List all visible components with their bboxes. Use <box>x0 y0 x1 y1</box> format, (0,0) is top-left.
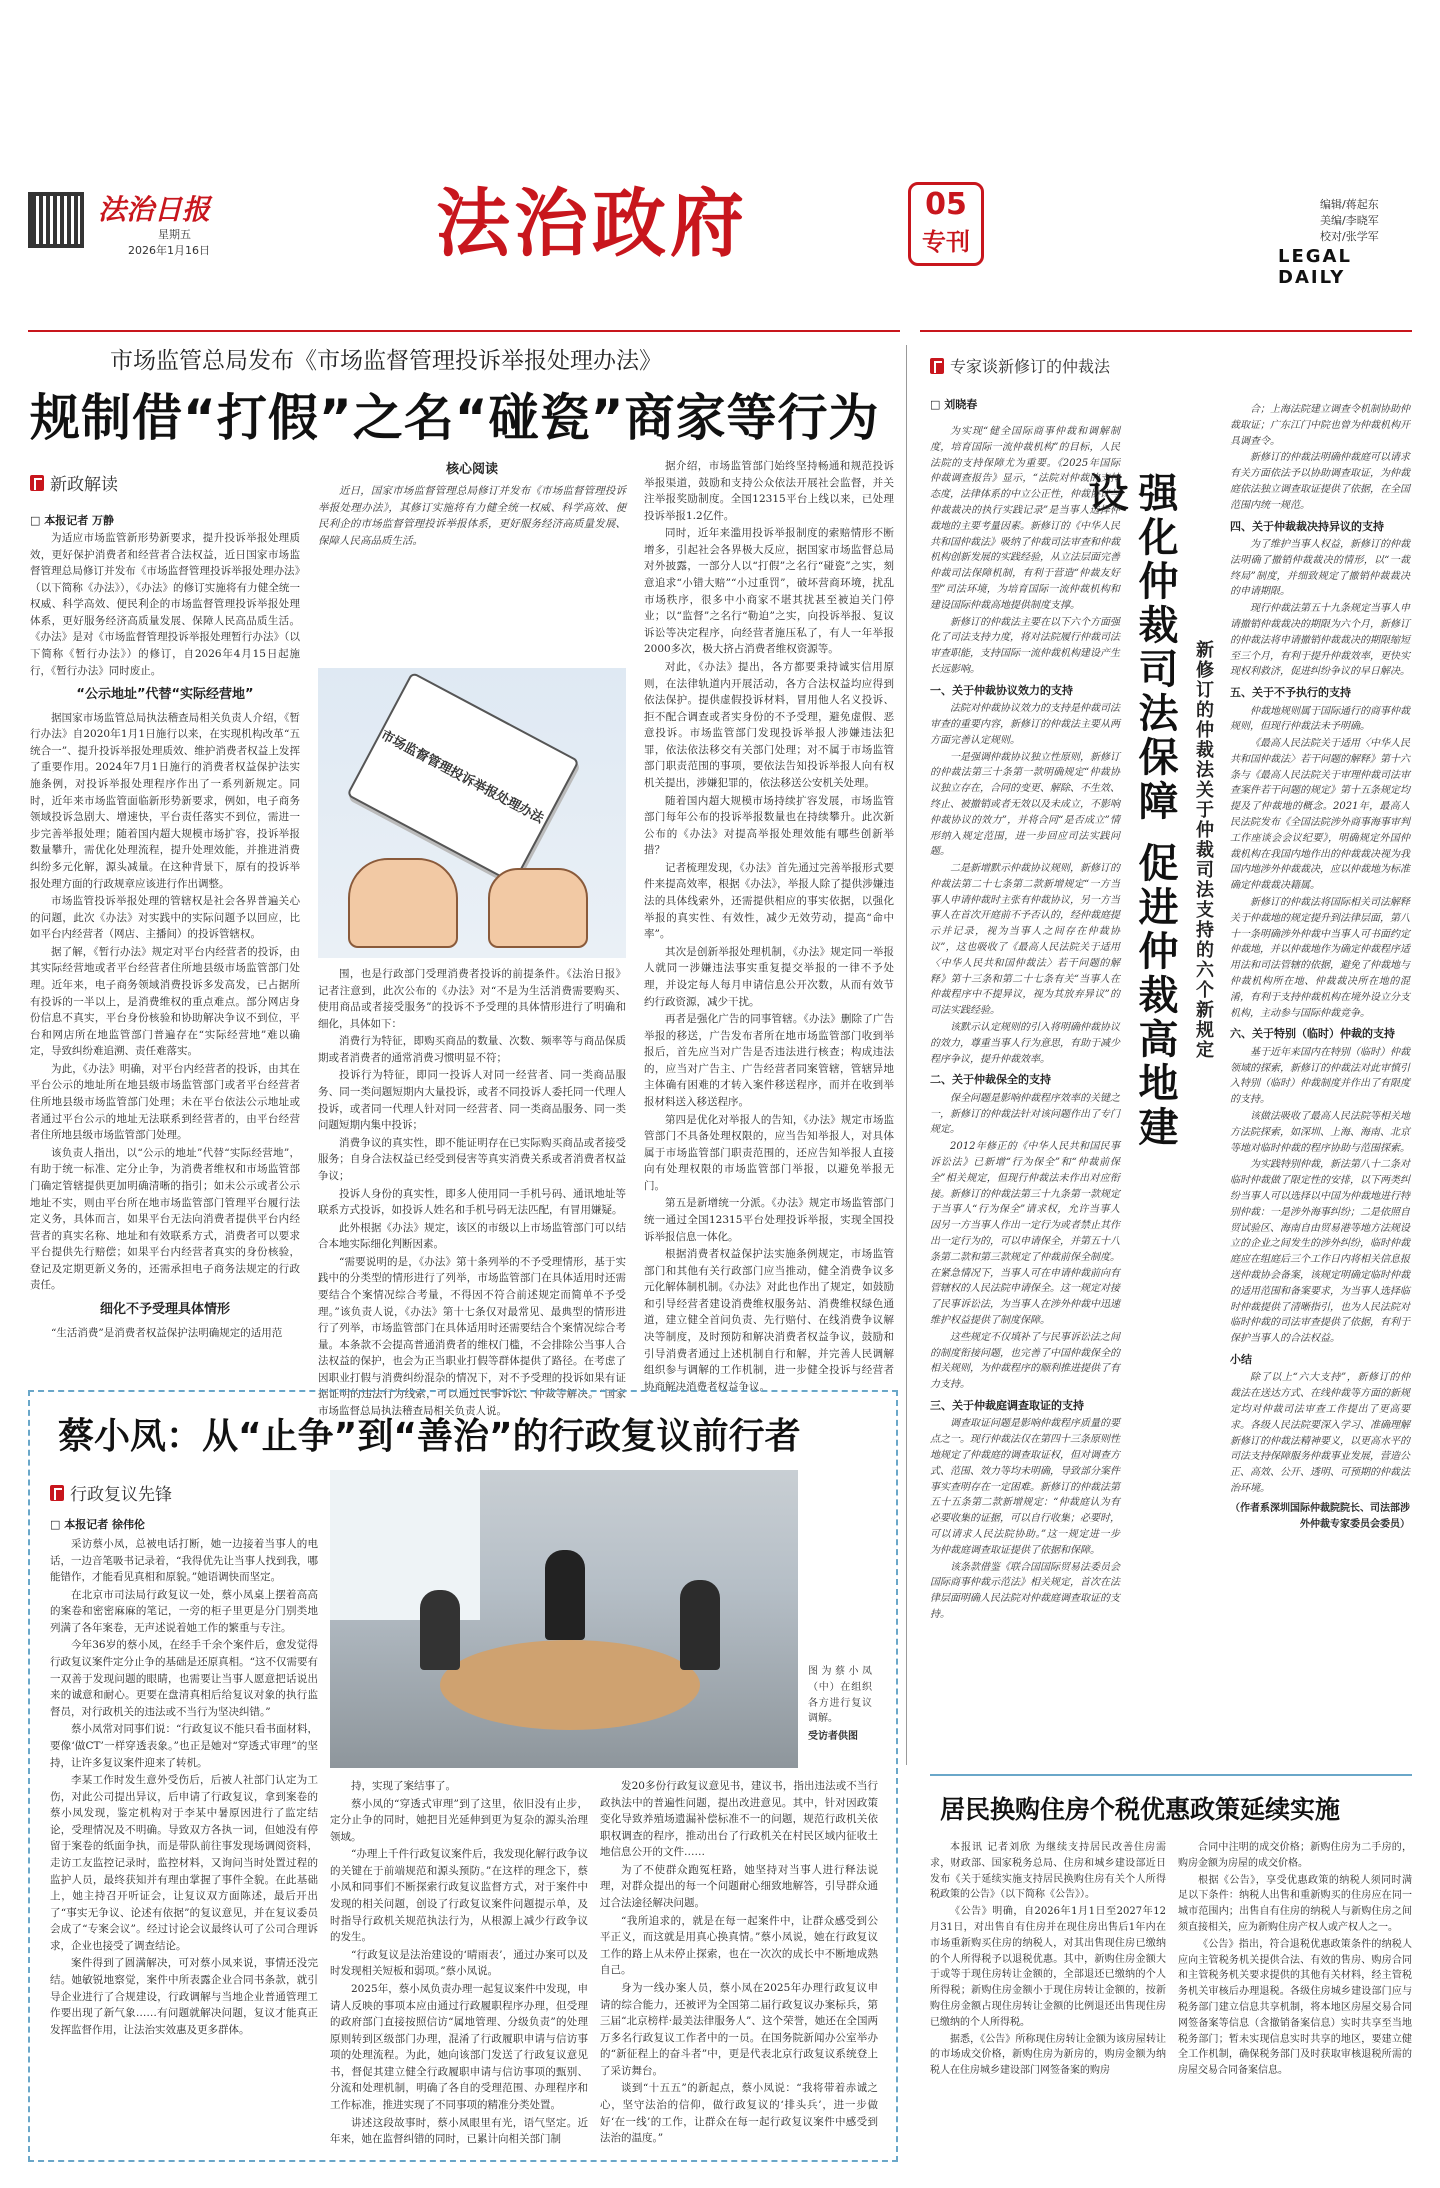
paragraph: 同时，近年来滥用投诉举报制度的索赔情形不断增多，引起社会各界极大反应，据国家市场监督总局对外披露，一部分人以“打假”之名行“碰瓷”之实，刻意追求“小错大赔”“小过重罚”，破坏营商环境，扰乱市场秩序，很多中小商家不堪其扰甚至被迫关门停业；以“监督”之名行“勒迫”之实，向投诉举报、复议诉讼等决定程序，向经营者施压私了，有人一年举报2000多次，极大挤占消费者维权资源等。 <box>644 527 894 656</box>
hands-icon <box>348 858 458 948</box>
paragraph: 调查取证问题是影响仲裁程序质量的要点之一。现行仲裁法仅在第四十三条原则性地规定了仲裁庭的调查取证权，但对调查方式、范围、效力等均未明确，导致部分案件事实查明存在一定困难。新修订的仲裁法第五十五条第二款新增规定：“仲裁庭认为有必要收集的证据，可以自行收集；必要时，可以请求人民法院协助。”这一规定进一步为仲裁庭调查取证提供了依据和保障。 <box>930 1418 1120 1556</box>
section-tag-icon <box>30 475 44 491</box>
article3-subheadline: 新修订的仲裁法关于仲裁司法支持的六个新规定 <box>1193 640 1214 1060</box>
paragraph: 蔡小凤的“穿透式审理”到了这里，依旧没有止步，定分止争的同时，她把目光延伸到更为复杂的源头治理领域。 <box>330 1797 588 1843</box>
article3-s2: 二、关于仲裁保全的支持 <box>930 1073 1051 1087</box>
article3-s5-text <box>1230 704 1410 1022</box>
paragraph: 2012年修正的《中华人民共和国民事诉讼法》已新增“行为保全”和“仲裁前保全”相关规定，但现行仲裁法未作出对应衔接。新修订的仲裁法第三十九条第一款规定于当事人“行为保全”请求权，允许当事人因另一方当事人作出一定行为或者禁止其作出一定行为的，可以申请保全，并第五十八条第二款和第三款规定了仲裁前保全制度。在紧急情况下，当事人可在申请仲裁前向有管辖权的人民法院申请保全。这一规定对接了民事诉讼法，为当事人在涉外仲裁中迅速维护权益提供了制度保障。 <box>930 1141 1120 1326</box>
column-divider <box>906 345 907 1765</box>
paragraph: 在北京市司法局行政复议一处，蔡小凤桌上摆着高高的案卷和密密麻麻的笔记，一旁的柜子里更是分门别类地列满了各年案卷，无声述说着她工作的繁重与专注。 <box>50 1588 318 1634</box>
article1-subhead-2: 细化不予受理具体情形 <box>99 1301 230 1317</box>
paragraph: 市场监管投诉举报处理的管辖权是社会各界普遍关心的问题，此次《办法》对实践中的实际问题予以回应，比如平台内经营者（网店、主播间）的投诉管辖权。 <box>30 895 300 941</box>
paragraph: 新修订的仲裁法主要在以下六个方面强化了司法支持力度，将对法院履行仲裁司法审查职能，支持国际一流仲裁机构建设产生长远影响。 <box>930 616 1120 675</box>
paragraph: “行政复议是法治建设的‘晴雨表’，通过办案可以及时发现相关短板和弱项。”蔡小凤说。 <box>330 1948 588 1978</box>
section-tag-icon <box>50 1485 64 1501</box>
article3-s3-text <box>930 1416 1120 1622</box>
paragraph: 该做法吸收了最高人民法院等相关地方法院探索，如深圳、上海、海南、北京等地对临时仲裁的程序协助与范围探索。 <box>1230 1111 1410 1154</box>
article2-tag-label: 行政复议先锋 <box>70 1485 172 1505</box>
paragraph: 投诉人身份的真实性，即多人使用同一手机号码、通讯地址等联系方式投诉，如投诉人姓名和手机号码无法匹配，有冒用嫌疑。 <box>318 1187 626 1217</box>
paragraph: 为实现“健全国际商事仲裁和调解制度，培育国际一流仲裁机构”的目标，人民法院的支持保障尤为重要。《2025年国际仲裁调查报告》显示，“法院对仲裁的支持态度，法律体系的中立公正性，仲裁协议与仲裁裁决的执行实践记录”是当事人选择仲裁地的主要考量因素。新修订的《中华人民共和国仲裁法》吸纳了仲裁司法审查和仲裁机构创新发展的实践经验，从立法层面完善仲裁司法保障机制，有利于营造“仲裁友好型”司法环境，为培育国际一流仲裁机构和建设国际仲裁高地提供制度支撑。 <box>930 426 1120 611</box>
article1-subhead-1: “公示地址”代替“实际经营地” <box>76 687 254 703</box>
paragraph: 此外根据《办法》规定，该区的市级以上市场监管部门可以结合本地实际细化判断因素。 <box>318 1221 626 1251</box>
article1-illustration <box>318 668 626 958</box>
masthead-rule <box>28 330 900 332</box>
paragraph: 据悉，《公告》所称现住房转让金额为该房屋转让的市场成交价格，新购住房为新房的，购房金额为纳税人在住房城乡建设部门网签备案的购房 <box>930 2033 1166 2077</box>
paragraph: 身为一线办案人员，蔡小凤在2025年办理行政复议申请的综合能力，还被评为全国第二届行政复议办案标兵，第三届“北京榜样·最美法律服务人”、这个荣誉，她还在全国两万多名行政复议工作者中的一员。在国务院新闻办公室举办的“新征程上的奋斗者”中，更是代表北京行政复议系统登上了采访舞台。 <box>600 1981 878 2077</box>
paragraph: 基于近年来国内在特别（临时）仲裁领域的探索，新修订的仲裁法对此审慎引入特别（临时）仲裁制度并作出了有限度的支持。 <box>1230 1046 1410 1106</box>
paragraph: 再者是强化广告的同事管辖。《办法》删除了广告举报的移送，广告发布者所在地市场监管部门收到举报后，首先应当对广告是否违法进行核查；构成违法的，应当对广告主、广告经营者同案管辖，管辖异地主体确有困难的才转入案件移送程序，而并在收到举报材料送入移送程序。 <box>644 1013 894 1108</box>
paragraph: 第五是新增统一分派。《办法》规定市场监管部门统一通过全国12315平台处理投诉举报，实现全国投诉举报信息一体化。 <box>644 1197 894 1243</box>
section-title: 法治政府 <box>436 181 748 267</box>
article1-col3a <box>644 458 894 1395</box>
paragraph: 记者梳理发现，《办法》首先通过完善举报形式要件来提高效率，根据《办法》，举报人除了提供涉嫌违法的具体线索外，还需提供相应的事实依据，以强化举报的真实性、有效性，减少无效劳动，提高“命中率”。 <box>644 861 894 941</box>
paragraph: “我所追求的，就是在每一起案件中，让群众感受到公平正义，而这就是用真心换真情。”蔡小凤说，她在行政复议工作的路上从未停止探索，也在一次次的成长中不断地成熟自己。 <box>600 1914 878 1977</box>
person-right <box>680 1580 720 1670</box>
page-type: 专刊 <box>922 228 970 256</box>
article4-col1 <box>930 1840 1166 2162</box>
article3-s5: 五、关于不予执行的支持 <box>1230 686 1351 700</box>
paragraph: 发20多份行政复议意见书，建议书，指出违法或不当行政执法中的普遍性问题，提出改进意见。其中，针对因政策变化导致养殖场遗漏补偿标准不一的问题，规范行政机关依职权调查的程序，推动出台了行政机关在村民区域内征收土地信息公开的文件…… <box>600 1780 878 1859</box>
paragraph: 消费行为特征，即购买商品的数量、次数、频率等与商品保质期或者消费者的通常消费习惯明显不符； <box>318 1035 626 1064</box>
article3-s6: 六、关于特别（临时）仲裁的支持 <box>1230 1027 1395 1041</box>
paragraph: 消费争议的真实性，即不能证明存在已实际购买商品或者接受服务；自身合法权益已经受到侵害等真实消费关系或者消费者权益争议； <box>318 1136 626 1182</box>
paragraph: 据介绍，市场监管部门始终坚持畅通和规范投诉举报渠道，鼓励和支持公众依法开展社会监督，并关注举报奖励制度。全国12315平台上线以来，已处理投诉举报1.2亿件。 <box>644 460 894 522</box>
paragraph: 该条款借鉴《联合国国际贸易法委员会国际商事仲裁示范法》相关规定，首次在法律层面明确人民法院对仲裁庭调查取证的支持。 <box>930 1561 1120 1620</box>
paragraph: 讲述这段故事时，蔡小凤眼里有光，语气坚定。近年来，她在监督纠错的同时，已累计向相关部门制 <box>330 2116 588 2146</box>
paragraph: 现行仲裁法第五十九条规定当事人申请撤销仲裁裁决的期限为六个月，新修订的仲裁法将申请撤销仲裁裁决的期限缩短至三个月，有利于提升仲裁效率，更快实现权利救济，促进纠纷争议的早日解决。 <box>1230 603 1410 678</box>
article3-s4: 四、关于仲裁裁决持异议的支持 <box>1230 519 1384 533</box>
person-center <box>545 1550 585 1640</box>
newspaper-logo: 法治日报 <box>98 193 211 226</box>
paragraph: 为了不使群众跑冤枉路，她坚持对当事人进行释法说理，对群众提出的每一个问题耐心细致地解答，引导群众通过合法途径解决问题。 <box>600 1863 878 1910</box>
page-number-box <box>908 182 984 266</box>
article1-tag-label: 新政解读 <box>50 475 118 495</box>
article3-author: （作者系深圳国际仲裁院院长、司法部涉外仲裁专家委员会委员） <box>1230 1502 1410 1530</box>
article3-tag-label: 专家谈新修订的仲裁法 <box>950 357 1111 376</box>
editor-credit: 编辑/蒋起东 <box>1320 198 1379 211</box>
article1-col3 <box>644 458 894 1393</box>
paragraph: 对此，《办法》提出，各方都要秉持诚实信用原则，在法律轨道内开展活动，各方合法权益均应得到依法保护。提供虚假投诉材料，冒用他人名义投诉、拒不配合调查或者实身份的不予受理，避免虚假、恶意投诉。市场监管部门发现投诉举报人涉嫌违法犯罪，依法依法移交有关部门处理；对不属于市场监管部门职责范围的事项，要依法告知投诉举报人向有权机关提出，涉嫌犯罪的，依法移送公安机关处理。 <box>644 660 894 789</box>
article3-s3: 三、关于仲裁庭调查取证的支持 <box>930 1398 1084 1412</box>
paragraph: 二是新增默示仲裁协议规则，新修订的仲裁法第二十七条第二款新增规定“一方当事人申请仲裁时主张有仲裁协议，另一方当事人在首次开庭前不予否认的，经仲裁庭提示并记录，视为当事人之间存在仲裁协议”，这也吸收了《最高人民法院关于适用〈中华人民共和国仲裁法〉若干问题的解释》第十三条和第二十七条有关“当事人在仲裁程序中不提异议，视为其放弃异议”的司法实践经验。 <box>930 863 1120 1017</box>
article2-col1 <box>50 1536 318 2148</box>
core-reading-title: 核心阅读 <box>445 462 498 477</box>
article3-s6-text <box>1230 1045 1410 1347</box>
paragraph: 根据消费者权益保护法实施条例规定，市场监管部门和其他有关行政部门应当推动，健全消费争议多元化解体制机制。《办法》对此也作出了规定，如鼓励和引导经营者建设消费维权服务站、消费维权绿色通道，建立健全首问负责、先行赔付、在线消费争议解决等制度，及时预防和解决消费者权益争议，鼓励和引导消费者通过上述机制自行和解，并完善人民调解组织参与调解的工作机制，进一步健全投诉与经营者协商解决消费者权益争议。 <box>644 1248 894 1393</box>
paragraph: 案件得到了圆满解决，可对蔡小凤来说，事情还没完结。她敏锐地察觉，案件中所表露企业合同书条款，就引导企业进行了合规建设，行政调解与当地企业普通管理工作要出现了新气象……有问题就解决问题，复议才能真正发挥监督作用，让法治实效惠及更多群体。 <box>50 1957 318 2036</box>
paragraph: 据了解，《暂行办法》规定对平台内经营者的投诉，由其实际经营地或者平台经营者住所地县级市场监管部门处理。近年来，电子商务领域消费投诉多发高发，已占据所有投诉的一半以上，是消费维权的重点难点。部分网店身份信息不真实，平台身份核验和协助解决争议不到位，平台和网店所在地监管部门普遍存在“实际经营地”难以确定，导致纠纷难追溯、责任难落实。 <box>30 945 300 1058</box>
paragraph: 根据《公告》，享受优惠政策的纳税人须同时满足以下条件：纳税人出售和重新购买的住房应在同一城市范围内；出售自有住房的纳税人与新购住房之间须直接相关，应为新购住房产权人或产权人之一。 <box>1178 1874 1412 1933</box>
paragraph: 仲裁地规则属于国际通行的商事仲裁规则，但现行仲裁法未予明确。 <box>1230 705 1410 733</box>
paragraph: 一是强调仲裁协议独立性原则，新修订的仲裁法第三十条第一款明确规定“仲裁协议独立存在，合同的变更、解除、不生效、终止、被撤销或者无效以及未成立，不影响仲裁协议的效力”，并将合同“是否成立”情形纳入规定范围，进一步回应司法实践问题。 <box>930 751 1120 858</box>
article1-col1a <box>30 530 300 679</box>
paragraph: 李某工作时发生意外受伤后，后被人社部门认定为工伤，对此公司提出异议，后申请了行政复议，拿到案卷的蔡小凤发现，鉴定机构对于李某中暑原因进行了监定结论，受理情况及不明确。导致双方各执一词，但她没有停留于案卷的纸面争执，而是带队前往事发现场调阅资料，走访工友监控记录时，监控材料，又询问当时处置过程的监护人员，最终获知并有理由掌握了事件全貌。在此基础上，她主持召开听证会，让复议双方面陈述，最后开出了“事实无争议、论述有依据”的复议意见，并在复议委员会成了“专案会议”。经过讨论会议最终认可了公司合理诉求，企业也接受了调查结论。 <box>50 1774 318 1952</box>
article3-conclusion-title: 小结 <box>1230 1352 1252 1366</box>
section-tag-icon <box>930 358 944 374</box>
paragraph: 合；上海法院建立调查令机制协助仲裁取证；广东江门中院也曾为仲裁机构开具调查令。 <box>1230 404 1410 447</box>
article3-s1-text <box>930 701 1120 1067</box>
proofreader-credit: 校对/张学军 <box>1320 230 1379 243</box>
paragraph: 投诉行为特征，即同一投诉人对同一经营者、同一类商品服务、同一类问题短期内大量投诉，或者不同投诉人委托同一代理人投诉，或者同一代理人针对同一经营者、同一类商品服务、同一类问题短期内集中投诉； <box>318 1069 626 1132</box>
article3-colA <box>930 424 1120 1760</box>
article1-kicker: 市场监管总局发布《市场监督管理投诉举报处理办法》 <box>110 348 662 374</box>
paragraph: “生活消费”是消费者权益保护法明确规定的适用范 <box>51 1326 283 1339</box>
brand-english: LEGAL DAILY <box>1278 246 1352 288</box>
article1-headline: 规制借“打假”之名“碰瓷”商家等行为 <box>30 389 880 447</box>
article3-right-text <box>1230 402 1410 514</box>
article2-byline: □ 本报记者 徐伟伦 <box>50 1518 146 1531</box>
paragraph: 本报讯 记者刘欣 为继续支持居民改善住房需求，财政部、国家税务总局、住房和城乡建设部近日发布《关于延续实施支持居民换购住房有关个人所得税政策的公告》（以下简称《公告》）。 <box>930 1842 1166 1901</box>
article3-intro <box>930 424 1120 678</box>
article3-tag <box>930 354 1110 377</box>
paragraph: 该负责人指出，以“公示的地址”代替“实际经营地”，有助于统一标准、定分止争，为消费者维权和市场监管部门确定管辖提供更加明确清晰的指引；如未公示或者公示地址不实，则由平台所在地市场监管部门管理平台履行法定义务，具体而言，如果平台无法向消费者提供平台内经营者的真实名称、地址和有效联系方式，消费者可以要求平台提供先行赔偿；如果平台内经营者真实的身份核验，登记及定期更新义务的，还需承担电子商务法规定的行政责任。 <box>30 1146 300 1292</box>
paragraph: 为了维护当事人权益，新修订的仲裁法明确了撤销仲裁裁决的情形，以“一裁终局”制度，并细致规定了撤销仲裁裁决的申请期限。 <box>1230 538 1410 598</box>
paragraph: 为实践特别仲裁，新法第八十二条对临时仲裁做了限定性的安排，以下两类纠纷当事人可以选择以中国为仲裁地进行特别仲裁：一是涉外海事纠纷；二是依照自贸试验区、海南自由贸易港等地方法规设立的企业之间发生的涉外纠纷，临时仲裁庭应在组庭后三个工作日内将相关信息报送仲裁协会备案，该规定明确定临时仲裁的适用范围和备案要求，为当事人选择临时仲裁提供了清晰指引，也为人民法院对临时仲裁的司法审查提供了依据，有利于保护当事人的合法权益。 <box>1230 1159 1410 1345</box>
window-light <box>330 1470 480 1620</box>
paragraph: 《最高人民法院关于适用〈中华人民共和国仲裁法〉若干问题的解释》第十六条与《最高人民法院关于审理仲裁司法审查案件若干问题的规定》第十五条规定均提及了仲裁地的概念。2021年，最高人民法院发布《全国法院涉外商事海事审判工作座谈会会议纪要》，明确规定外国仲裁机构在我国内地作出的仲裁裁决视为我国内地涉外仲裁裁决，应以仲裁地为标准确定仲裁裁决籍属。 <box>1230 738 1410 892</box>
article2-photo-caption: 图为蔡小凤（中）在组织各方进行复议调解。 受访者供图 <box>808 1666 872 1743</box>
paragraph: 据国家市场监管总局执法稽查局相关负责人介绍，《暂行办法》自2020年1月1日施行以来，在实现机构改革“五统合一”、提升投诉举报处理质效、维护消费者权益上发挥了重要作用。2024年7月1日施行的消费者权益保护法实施条例，对投诉举报处理程序作出了一系列新规定。同时，近年来市场监管面临新形势新要求，例如，电子商务领域投诉急剧大、增速快，平台责任落实不到位，需进一步完善举报处理；随着国内超大规模市场扩容，投诉举报数量攀升，需优化处理流程，提升处理效能，并推进消费纠纷多元化解，源头减量。在这种背景下，原有的投诉举报处理方面的行政规章应该进行作出调整。 <box>30 711 300 890</box>
article4-headline: 居民换购住房个税优惠政策延续实施 <box>940 1795 1341 1824</box>
core-reading-text: 近日，国家市场监督管理总局修订并发布《市场监督管理投诉举报处理办法》，其修订实施将有力健全统一权威、科学高效、便民利企的市场监督管理投诉举报体系，更好服务经济高质量发展、保障人民高品质生活。 <box>318 485 626 547</box>
person-left <box>420 1590 460 1670</box>
article1-byline: □ 本报记者 万静 <box>30 514 115 527</box>
article2-headline: 蔡小凤：从“止争”到“善治”的行政复议前行者 <box>58 1416 801 1457</box>
issue-date: 2026年1月16日 <box>128 244 210 257</box>
article3-s1: 一、关于仲裁协议效力的支持 <box>930 683 1073 697</box>
paragraph: 采访蔡小凤，总被电话打断，她一边接着当事人的电话，一边音笔吸书记录着，“我得优先让当事人找到我，哪能错作，才能看见真相和原貌。”她语调快而坚定。 <box>50 1538 318 1584</box>
article3-conclusion-text <box>1230 1370 1410 1496</box>
paragraph: 为适应市场监管新形势新要求，提升投诉举报处理质效，更好保护消费者和经营者合法权益，近日国家市场监督管理总局修订并发布《市场监督管理投诉举报处理办法》（以下简称《办法》），《办法》的修订实施将有力健全统一权威、科学高效、便民利企的市场监督管理投诉举报处理体系，更好服务经济高质量发展、保障人民高品质生活。《办法》是对《市场监督管理投诉举报处理暂行办法》（以下简称《暂行办法》）的修订，自2026年4月15日起施行，《暂行办法》同时废止。 <box>30 532 300 677</box>
paragraph: 随着国内超大规模市场持续扩容发展，市场监管部门每年公布的投诉举报数量也在持续攀升。此次新公布的《办法》对提高举报处理效能有哪些创新举措？ <box>644 794 894 857</box>
paragraph: 这些规定不仅填补了与民事诉讼法之间的制度衔接问题，也完善了中国仲裁保全的相关规则，为仲裁程序的顺利推进提供了有力支持。 <box>930 1331 1120 1391</box>
article1-col1c <box>30 1325 300 1342</box>
paragraph: 法院对仲裁协议效力的支持是仲裁司法审查的重要内容，新修订的仲裁法主要从两方面完善认定规则。 <box>930 703 1120 746</box>
paragraph: 今年36岁的蔡小凤，在经手千余个案件后，愈发觉得行政复议案件定分止争的基础是还原真相。“这不仅需要有一双善于发现问题的眼睛，也需要让当事人愿意把话说出来的诚意和耐心。更要在盘清真相后给复议对象的执行监督员，对行政机关的违法或不当行为坚决纠错。” <box>50 1639 318 1718</box>
paragraph: 其次是创新举报处理机制，《办法》规定同一举报人就同一涉嫌违法事实重复提交举报的一律不予处理，并设定每人每月申请信息公开次数，从而有效节约行政资源，减少干扰。 <box>644 945 894 1008</box>
issue-weekday: 星期五 <box>158 228 191 241</box>
paragraph: 《公告》明确，自2026年1月1日至2027年12月31日，对出售自有住房并在现住房出售后1年内在市场重新购买住房的纳税人，对其出售现住房已缴纳的个人所得税予以退税优惠。其中，新购住房金额大于或等于现住房转让金额的，全部退还已缴纳的个人所得税；新购住房金额小于现住房转让金额的，按新购住房金额占现住房转让金额的比例退还出售现住房已缴纳的个人所得税。 <box>930 1906 1166 2028</box>
paragraph: 合同中注明的成交价格；新购住房为二手房的，购房金额为房屋的成交价格。 <box>1178 1842 1412 1869</box>
paragraph: “办理上千件行政复议案件后，我发现化解行政争议的关键在于前端规范和源头预防。”在这样的理念下，蔡小凤和同事们不断探索行政复议监督方式，对于案件中发现的相关问题，创设了行政复议案件问题提示单，及时指导行政机关规范执法行为，从根源上减少行政争议的发生。 <box>330 1848 588 1944</box>
article3-headline: 强化仲裁司法保障 促进仲裁高地建设 <box>1082 472 1178 1150</box>
qr-code-icon <box>28 192 84 248</box>
illustration-scroll-text: 市场监督管理投诉举报处理办法 <box>378 727 546 827</box>
paragraph: 保全问题是影响仲裁程序效率的关键之一，新修订的仲裁法针对该问题作出了专门规定。 <box>930 1092 1120 1136</box>
page-number: 05 <box>925 187 967 222</box>
paragraph: 除了以上“六大支持”，新修订的仲裁法在送达方式、在线仲裁等方面的新规定均对仲裁司法审查工作提出了更高要求。各级人民法院要深入学习、准确理解新修订的仲裁法精神要义，以更高水平的司法支持保障服务仲裁事业发展，营造公正、高效、公开、透明、可预期的仲裁法治环境。 <box>1230 1372 1410 1494</box>
paragraph: “需要说明的是，《办法》第十条列举的不予受理情形，基于实践中的分类型的情形进行了列举，市场监管部门在具体适用时还需要结合个案情况综合考量，不得因不符合前述规定而简单不予受理。”该负责人说，《办法》第十七条仅对最常见、最典型的情形进行了列举，市场监管部门在具体适用时还需要结合个案情况综合考量。本条款不会提高普通消费者的维权门槛，不会排除公当事人合法权益的保护，也会为正当职业打假等群体提供了路径。在考虑了因职业打假与消费纠纷混杂的情况下，对不予受理的投诉如果有证据证明的违法行为线索，可以通过民事诉讼、仲裁等解决。“国家市场监督总局执法稽查局相关负责人说。 <box>318 1255 626 1418</box>
paragraph: 2025年，蔡小凤负责办理一起复议案件中发现，申请人反映的事项本应由通过行政履职程序办理，但受理的政府部门直接按照信访“属地管理、分级负责”的处理原则转到区级部门办理，混淆了行政履职申请与信访事项的处理流程。为此，她向该部门发送了行政复议意见书，督促其建立健全行政履职申请与信访事项的甄别、分流和处理机制，明确了各自的受理范围、办理程序和工作标准，推进实现了不同事项的精准分类处置。 <box>330 1982 588 2111</box>
article2-photo <box>330 1470 798 1768</box>
article1-col1 <box>30 530 300 1380</box>
paragraph: 第四是优化对举报人的告知，《办法》规定市场监管部门不具备处理权限的，应当告知举报人，对具体属于市场监管部门职责范围的，还应告知举报人直接向有处理权限的市场监管部门举报，以避免举报无门。 <box>644 1113 894 1192</box>
article3-byline: □ 刘晓春 <box>930 398 978 411</box>
article1-col2 <box>318 966 626 1418</box>
article4-rule <box>930 1774 1412 1776</box>
masthead <box>28 174 1412 288</box>
round-table <box>440 1640 700 1730</box>
paragraph: 《公告》指出，符合退税优惠政策条件的纳税人应向主管税务机关提供合法、有效的售房、购房合同和主管税务机关要求提供的其他有关材料，经主管税务机关审核后办理退税。各级住房城乡建设部门应与税务部门建立信息共享机制，将本地区房屋交易合同网签备案等信息（含撤销备案信息）实时共享至当地税务部门；暂未实现信息实时共享的地区，要建立健全工作机制，确保税务部门及时获取审核退税所需的房屋交易合同备案信息。 <box>1178 1938 1412 2077</box>
article1-col1b <box>30 710 300 1294</box>
thumbs-up-icon <box>488 868 588 948</box>
paragraph: 该默示认定规则的引入将明确仲裁协议的效力，尊重当事人行为意思，有助于减少程序争议，提升仲裁效率。 <box>930 1022 1120 1065</box>
article2-col2 <box>330 1778 588 2148</box>
article2-tag <box>50 1480 172 1505</box>
article2-col3 <box>600 1778 878 2148</box>
core-reading-box <box>318 458 626 668</box>
paragraph: 为此，《办法》明确，对平台内经营者的投诉，由其在平台公示的地址所在地县级市场监管部门或者平台经营者住所地县级市场监管部门处理；未在平台依法公示地址或者通过平台公示的地址无法联系到经营者的，由平台经营者住所地县级市场监管部门处理。 <box>30 1062 300 1142</box>
paragraph: 持，实现了案结事了。 <box>351 1780 456 1792</box>
paragraph: 蔡小凤常对同事们说：“行政复议不能只看书面材料，要像‘做CT’一样穿透表象。”也正是她对“穿透式审理”的坚持，让许多复议案件迎来了转机。 <box>50 1723 318 1769</box>
article3-s2-text <box>930 1091 1120 1393</box>
paragraph: 新修订的仲裁法将国际相关司法解释关于仲裁地的规定提升到法律层面，第八十一条明确涉外仲裁中当事人可书面约定仲裁地，并以仲裁地作为确定仲裁程序适用法和司法管辖的依据，避免了仲裁地与仲裁机构所在地、仲裁裁决所在地的混淆，有利于支持仲裁机构在境外设立分支机构，主动参与国际仲裁竞争。 <box>1230 897 1410 1019</box>
paragraph: 围，也是行政部门受理消费者投诉的前提条件。《法治日报》记者注意到，此次公布的《办法》对“不是为生活消费需要购买、使用商品或者接受服务”的投诉不予受理的具体情形进行了明确和细化，具体如下： <box>318 968 626 1030</box>
article3-colB <box>1230 402 1410 1740</box>
masthead-rule-right <box>920 330 1412 332</box>
paragraph: 谈到“十五五”的新起点，蔡小凤说：“我将带着赤诚之心，坚守法治的信仰，做行政复议的‘排头兵’，进一步做好‘在一线’的工作，让群众在每一起行政复议案件中感受到法治的温度。” <box>600 2082 878 2145</box>
article4-col2 <box>1178 1840 1412 2162</box>
designer-credit: 美编/李晓军 <box>1320 214 1379 227</box>
paragraph: 新修订的仲裁法明确仲裁庭可以请求有关方面依法予以协助调查取证，为仲裁庭依法独立调查取证提供了依据，在全国范围内统一规范。 <box>1230 452 1410 511</box>
article3-s4-text <box>1230 537 1410 680</box>
article1-tag <box>30 470 118 495</box>
